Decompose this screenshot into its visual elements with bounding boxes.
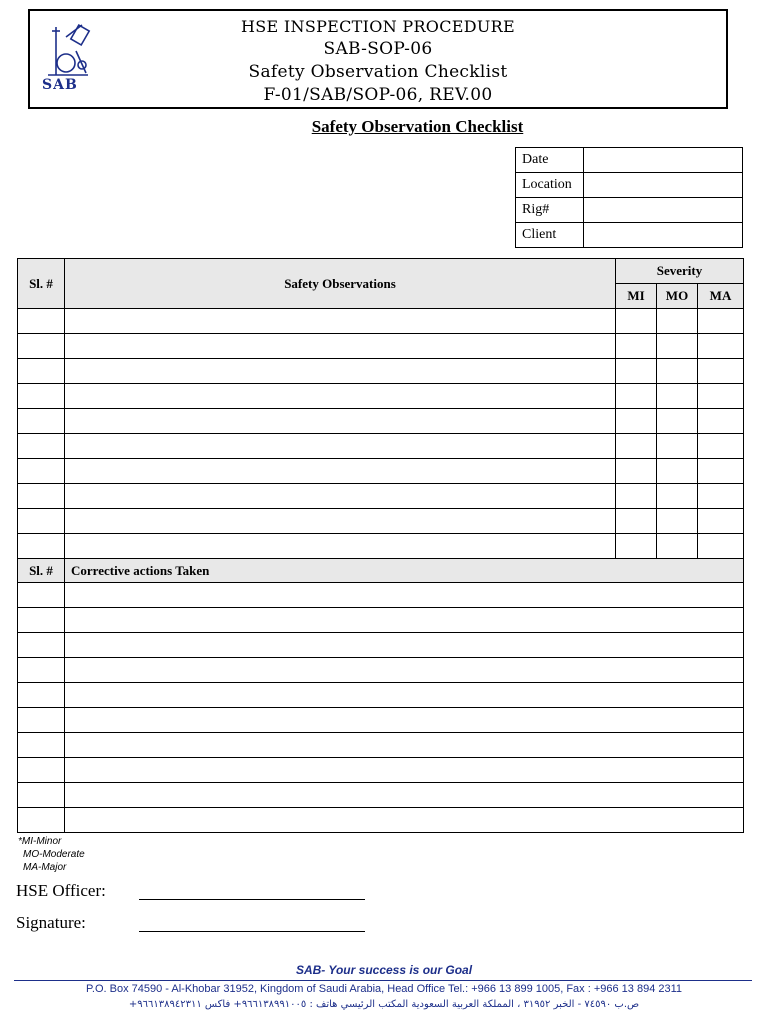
corrective-row — [18, 808, 744, 833]
sl-cell[interactable] — [18, 534, 65, 559]
mi-cell[interactable] — [616, 459, 657, 484]
mo-cell[interactable] — [657, 384, 698, 409]
observation-cell[interactable] — [65, 484, 616, 509]
corrective-action-cell[interactable] — [65, 758, 744, 783]
ma-cell[interactable] — [698, 484, 744, 509]
corrective-header: Corrective actions Taken — [65, 559, 744, 583]
observation-row — [18, 534, 744, 559]
legend-minor: *MI-Minor — [18, 836, 62, 847]
sl-cell[interactable] — [18, 608, 65, 633]
observation-cell[interactable] — [65, 434, 616, 459]
observation-row — [18, 359, 744, 384]
corrective-action-cell[interactable] — [65, 658, 744, 683]
footer-divider — [14, 980, 752, 981]
page-title: Safety Observation Checklist — [311, 117, 524, 136]
mi-cell[interactable] — [616, 484, 657, 509]
corrective-row — [18, 683, 744, 708]
info-table — [515, 147, 743, 248]
sl-cell[interactable] — [18, 733, 65, 758]
corrective-action-cell[interactable] — [65, 583, 744, 608]
mo-cell[interactable] — [657, 534, 698, 559]
sl-cell[interactable] — [18, 683, 65, 708]
observation-row — [18, 484, 744, 509]
observation-row — [18, 309, 744, 334]
legend-moderate: MO-Moderate — [23, 849, 85, 860]
sl-cell[interactable] — [18, 758, 65, 783]
corrective-action-cell[interactable] — [65, 808, 744, 833]
mo-cell[interactable] — [657, 409, 698, 434]
procedure-title: HSE INSPECTION PROCEDURE — [241, 17, 515, 36]
observation-cell[interactable] — [65, 384, 616, 409]
mo-cell[interactable] — [657, 359, 698, 384]
severity-header: Severity — [616, 259, 744, 284]
header-box — [28, 9, 728, 109]
sl-cell[interactable] — [18, 658, 65, 683]
mi-cell[interactable] — [616, 534, 657, 559]
corrective-action-cell[interactable] — [65, 733, 744, 758]
sl-cell[interactable] — [18, 633, 65, 658]
hse-officer-label: HSE Officer: — [16, 881, 106, 900]
corrective-row — [18, 633, 744, 658]
sl-cell[interactable] — [18, 359, 65, 384]
rig-field[interactable] — [584, 198, 743, 223]
ma-cell[interactable] — [698, 384, 744, 409]
form-name: Safety Observation Checklist — [248, 62, 508, 82]
ma-cell[interactable] — [698, 409, 744, 434]
observation-row — [18, 384, 744, 409]
corrective-action-cell[interactable] — [65, 783, 744, 808]
corrective-row — [18, 733, 744, 758]
ma-cell[interactable] — [698, 509, 744, 534]
observation-row — [18, 434, 744, 459]
observation-cell[interactable] — [65, 409, 616, 434]
footer-address: P.O. Box 74590 - Al-Khobar 31952, Kingdom of Saudi Arabia, Head Office Tel.: +966 13 899 1005, Fax : +966 13 894 2311 — [85, 983, 683, 995]
observation-row — [18, 409, 744, 434]
mi-cell[interactable] — [616, 434, 657, 459]
ma-cell[interactable] — [698, 459, 744, 484]
corrective-row — [18, 658, 744, 683]
location-label: Location — [516, 173, 584, 198]
ma-cell[interactable] — [698, 434, 744, 459]
mi-cell[interactable] — [616, 409, 657, 434]
observations-header: Safety Observations — [65, 259, 616, 309]
severity-mo-header: MO — [657, 284, 698, 309]
observation-cell[interactable] — [65, 509, 616, 534]
corrective-row — [18, 708, 744, 733]
sl-cell[interactable] — [18, 409, 65, 434]
observation-cell[interactable] — [65, 459, 616, 484]
corrective-row — [18, 608, 744, 633]
mo-cell[interactable] — [657, 434, 698, 459]
sl-cell[interactable] — [18, 708, 65, 733]
corrective-action-cell[interactable] — [65, 683, 744, 708]
sl-cell[interactable] — [18, 509, 65, 534]
footer-slogan: SAB- Your success is our Goal — [295, 963, 473, 977]
mo-cell[interactable] — [657, 509, 698, 534]
logo-text: SAB — [42, 77, 78, 93]
sl-cell[interactable] — [18, 808, 65, 833]
mi-cell[interactable] — [616, 384, 657, 409]
sl-cell[interactable] — [18, 459, 65, 484]
severity-mi-header: MI — [616, 284, 657, 309]
corrective-action-cell[interactable] — [65, 608, 744, 633]
header-lines — [30, 15, 726, 107]
sl-cell[interactable] — [18, 783, 65, 808]
observation-cell[interactable] — [65, 334, 616, 359]
severity-legend — [18, 835, 85, 874]
mo-cell[interactable] — [657, 459, 698, 484]
corrective-sl-header: Sl. # — [18, 559, 65, 583]
sl-cell[interactable] — [18, 484, 65, 509]
sl-cell[interactable] — [18, 334, 65, 359]
mo-cell[interactable] — [657, 309, 698, 334]
signature-label: Signature: — [16, 913, 86, 932]
date-label: Date — [516, 148, 584, 173]
footer-address-arabic: ص.ب ٧٤٥٩٠ - الخبر ٣١٩٥٢ ، المملكة العربية السعودية المكتب الرئيسي هاتف : ٩٦٦١٣٨٩٩١٠٠٥+ فاكس ٩٦٦١٣٨٩٤٢٣١١+ — [128, 999, 640, 1010]
client-label: Client — [516, 223, 584, 248]
mi-cell[interactable] — [616, 359, 657, 384]
mo-cell[interactable] — [657, 484, 698, 509]
sl-cell[interactable] — [18, 309, 65, 334]
ma-cell[interactable] — [698, 309, 744, 334]
form-revision: F-01/SAB/SOP-06, REV.00 — [263, 85, 493, 105]
severity-ma-header: MA — [698, 284, 744, 309]
legend-major: MA-Major — [23, 862, 67, 873]
rig-label: Rig# — [516, 198, 584, 223]
observation-row — [18, 459, 744, 484]
corrective-row — [18, 758, 744, 783]
corrective-action-cell[interactable] — [65, 633, 744, 658]
client-field[interactable] — [584, 223, 743, 248]
date-field[interactable] — [584, 148, 743, 173]
observation-row — [18, 509, 744, 534]
mi-cell[interactable] — [616, 509, 657, 534]
sl-cell[interactable] — [18, 384, 65, 409]
mo-cell[interactable] — [657, 334, 698, 359]
observation-cell[interactable] — [65, 309, 616, 334]
sl-cell[interactable] — [18, 434, 65, 459]
corrective-row — [18, 783, 744, 808]
sl-cell[interactable] — [18, 583, 65, 608]
observation-cell[interactable] — [65, 359, 616, 384]
mi-cell[interactable] — [616, 334, 657, 359]
observation-cell[interactable] — [65, 534, 616, 559]
ma-cell[interactable] — [698, 534, 744, 559]
mi-cell[interactable] — [616, 309, 657, 334]
observation-table — [17, 258, 744, 833]
observation-row — [18, 334, 744, 359]
corrective-row — [18, 583, 744, 608]
sl-header: Sl. # — [18, 259, 65, 309]
sop-code: SAB-SOP-06 — [323, 39, 433, 59]
location-field[interactable] — [584, 173, 743, 198]
ma-cell[interactable] — [698, 334, 744, 359]
signature-line[interactable] — [139, 914, 365, 932]
ma-cell[interactable] — [698, 359, 744, 384]
corrective-action-cell[interactable] — [65, 708, 744, 733]
hse-officer-line[interactable] — [139, 882, 365, 900]
